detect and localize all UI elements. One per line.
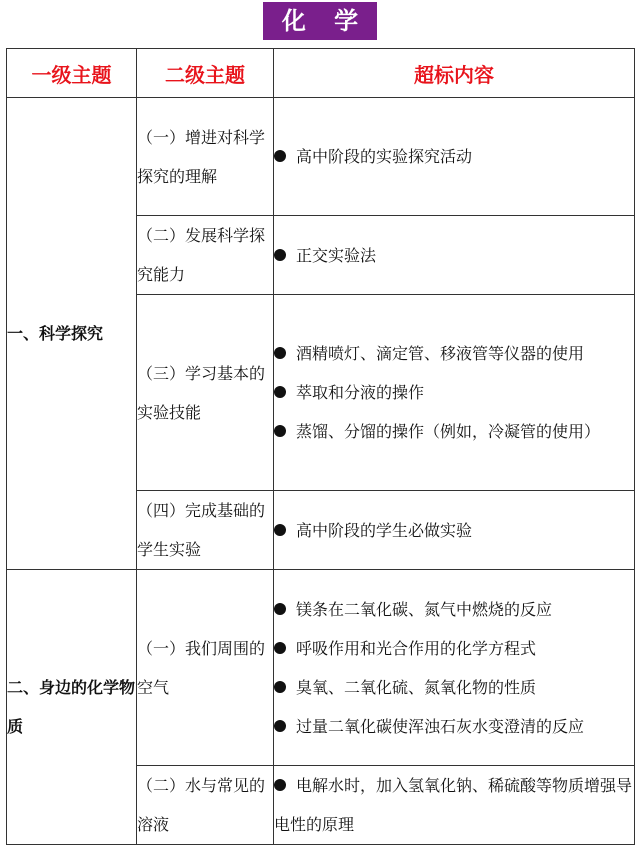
list-item: 高中阶段的实验探究活动 (274, 137, 634, 176)
list-item: 蒸馏、分馏的操作（例如，冷凝管的使用） (274, 412, 634, 451)
bullet-icon (274, 524, 286, 536)
bullet-icon (274, 425, 286, 437)
bullet-icon (274, 642, 286, 654)
list-item: 镁条在二氧化碳、氮气中燃烧的反应 (274, 590, 634, 629)
table-header-row (7, 49, 635, 98)
content-cell (274, 98, 635, 216)
list-item: 酒精喷灯、滴定管、移液管等仪器的使用 (274, 334, 634, 373)
bullet-icon (274, 347, 286, 359)
header-content: 超标内容 (274, 49, 635, 98)
list-item: 臭氧、二氧化硫、氮氧化物的性质 (274, 668, 634, 707)
list-item: 萃取和分液的操作 (274, 373, 634, 412)
list-item: 正交实验法 (274, 236, 634, 275)
content-cell (274, 295, 635, 491)
bullet-icon (274, 681, 286, 693)
table-row (7, 570, 635, 766)
level2-topic: （二）水与常见的溶液 (137, 766, 274, 845)
header-level1: 一级主题 (7, 49, 137, 98)
level1-topic: 二、身边的化学物质 (7, 570, 137, 845)
content-cell (274, 216, 635, 295)
list-item: 高中阶段的学生必做实验 (274, 511, 634, 550)
bullet-icon (274, 779, 286, 791)
bullet-icon (274, 720, 286, 732)
content-cell (274, 491, 635, 570)
content-cell (274, 570, 635, 766)
bullet-icon (274, 386, 286, 398)
level2-topic: （三）学习基本的实验技能 (137, 295, 274, 491)
header-level2: 二级主题 (137, 49, 274, 98)
page-title: 化 学 (263, 2, 377, 40)
list-item: 过量二氧化碳使浑浊石灰水变澄清的反应 (274, 707, 634, 746)
level2-topic: （四）完成基础的学生实验 (137, 491, 274, 570)
bullet-icon (274, 603, 286, 615)
list-item: 呼吸作用和光合作用的化学方程式 (274, 629, 634, 668)
level2-topic: （一）我们周围的空气 (137, 570, 274, 766)
content-cell (274, 766, 635, 845)
standards-table (6, 48, 635, 845)
level1-topic: 一、科学探究 (7, 98, 137, 570)
level2-topic: （二）发展科学探究能力 (137, 216, 274, 295)
level2-topic: （一）增进对科学探究的理解 (137, 98, 274, 216)
table-row (7, 98, 635, 216)
list-item: 电解水时，加入氢氧化钠、稀硫酸等物质增强导电性的原理 (274, 776, 633, 834)
bullet-icon (274, 249, 286, 261)
bullet-icon (274, 150, 286, 162)
